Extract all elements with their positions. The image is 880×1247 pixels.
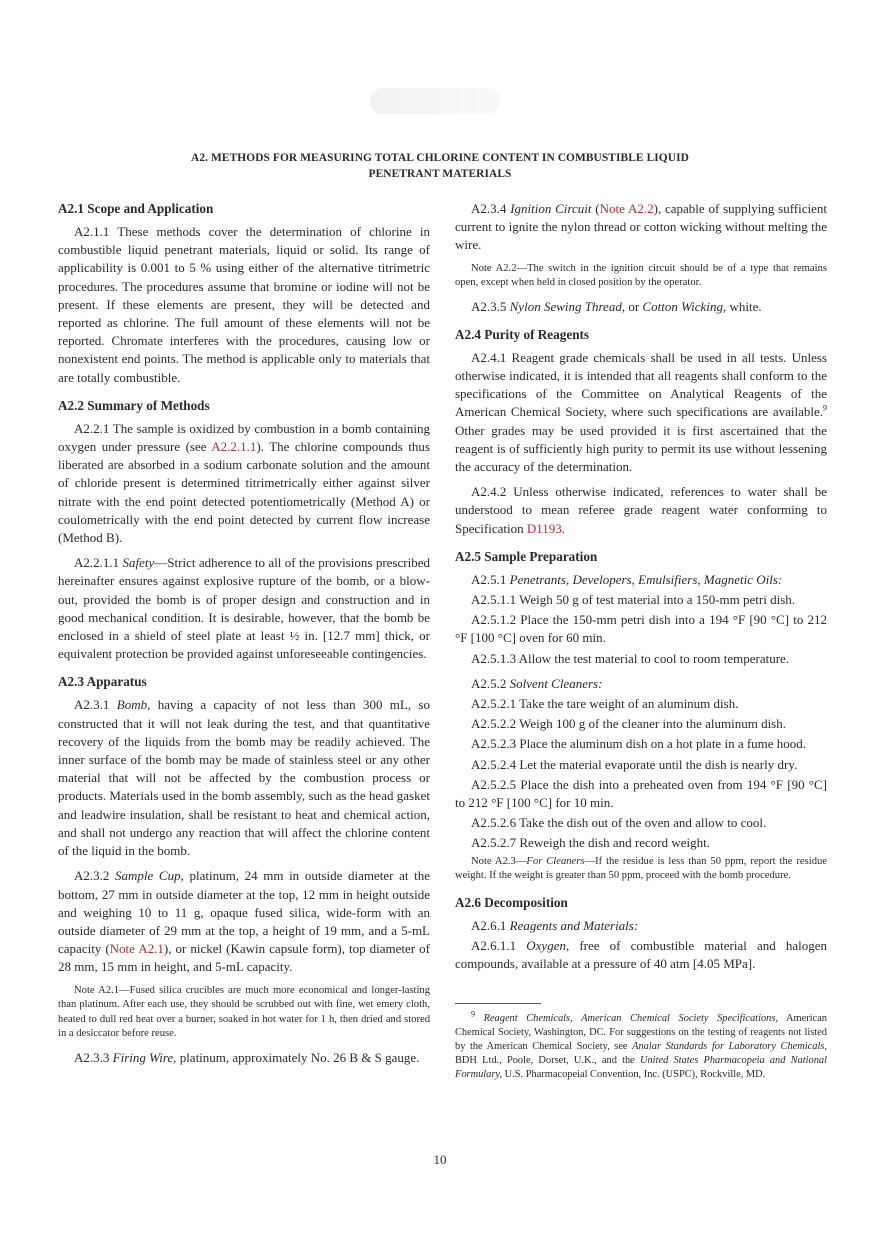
section-a2-4: [455, 326, 827, 538]
footnote: $^9$ Reagent Chemicals, American Chemical Society Specifications, American Chemical Society, Washington, DC. For suggestions on the testing of reagents not listed by the American Chemical Society, see Analar Standards for Laboratory Chemicals, BDH Ltd., Poole, Dorset, U.K., and the United States Pharmacopeia and National Formulary, U.S. Pharmacopeial Convention, Inc. (USPC), Rockville, MD.: [455, 1009, 827, 1081]
paragraph: A2.5.2.3 Place the aluminum dish on a hot plate in a fume hood.: [471, 736, 807, 752]
paragraph: A2.5.1 Penetrants, Developers, Emulsifiers, Magnetic Oils:: [471, 571, 783, 587]
section-heading: A2.6 Decomposition: [455, 894, 568, 910]
watermark-logo: [370, 88, 500, 114]
section-a2-2: [58, 397, 430, 664]
paragraph: A2.5.2.6 Take the dish out of the oven and allow to cool.: [471, 815, 767, 831]
paragraph: A2.2.1 The sample is oxidized by combustion in a bomb containing oxygen under pressure (see A2.2.1.1). The chlorine compounds thus liberated are absorbed in a sodium carbonate solution and the amount of chloride present is determined titrimetrically either against silver nitrate with the end point detected potentiometrically (Method A) or coulometrically with the end point detected by current flow increase (Method B).: [58, 420, 430, 546]
paragraph: A2.5.1.1 Weigh 50 g of test material into a 150-mm petri dish.: [471, 592, 796, 608]
section-heading: A2.5 Sample Preparation: [455, 548, 598, 564]
paragraph: A2.3.2 Sample Cup, platinum, 24 mm in outside diameter at the bottom, 27 mm in outside diameter at the top, 12 mm in height outside and weighing 10 to 11 g, opaque fused silica, wide-form with an outside diameter of 29 mm at the top, a height of 19 mm, and a 5-mL capacity (Note A2.1), or nickel (Kawin capsule form), top diameter of 28 mm, 15 mm in height, and 5-mL capacity.: [58, 868, 431, 975]
paragraph: A2.5.2.4 Let the material evaporate until the dish is nearly dry.: [471, 756, 798, 772]
xref-link[interactable]: A2.2.1.1: [211, 439, 257, 455]
paragraph: A2.6.1 Reagents and Materials:: [471, 917, 639, 933]
paragraph: A2.3.3 Firing Wire, platinum, approximately No. 26 B & S gauge.: [74, 1049, 420, 1065]
right-column: [455, 200, 827, 1082]
section-a2-1: [58, 200, 430, 387]
xref-link[interactable]: Note A2.2: [599, 201, 654, 216]
section-heading: A2.1 Scope and Application: [58, 201, 214, 216]
paragraph: A2.5.2.5 Place the dish into a preheated oven from 194 °F [90 °C] to 212 °F [100 °C] for 10 min.: [455, 776, 827, 811]
paragraph: A2.5.2 Solvent Cleaners:: [471, 675, 603, 691]
section-a2-5: [455, 548, 827, 884]
xref-link[interactable]: Note A2.1: [109, 941, 164, 957]
paragraph: A2.3.4 Ignition Circuit (Note A2.2), capable of supplying sufficient current to ignite the nylon thread or cotton wicking without melting the wire.: [455, 201, 827, 253]
footnote-ref[interactable]: 9: [823, 404, 827, 414]
paragraph: A2.5.2.2 Weigh 100 g of the cleaner into the aluminum dish.: [471, 716, 786, 732]
paragraph: A2.5.2.7 Reweigh the dish and record weight.: [471, 835, 711, 851]
note: Note A2.3—For Cleaners—If the residue is less than 50 ppm, report the residue weight. If the weight is greater than 50 ppm, proceed with the bomb procedure.: [455, 855, 827, 882]
section-a2-6: [455, 894, 827, 974]
section-heading: A2.2 Summary of Methods: [58, 397, 210, 413]
paragraph: A2.6.1.1 Oxygen, free of combustible material and halogen compounds, available at a pressure of 40 atm [4.05 MPa].: [455, 937, 827, 972]
page-title: [100, 150, 780, 182]
section-a2-3: [58, 673, 430, 1066]
note: Note A2.1—Fused silica crucibles are much more economical and longer-lasting than platinum. After each use, they should be scrubbed out with fine, wet emery cloth, heated to dull red heat over a burner, soaked in hot water for 1 h, then dried and stored in a desiccator before reuse.: [58, 984, 430, 1040]
paragraph: A2.5.2.1 Take the tare weight of an aluminum dish.: [471, 696, 739, 712]
paragraph: A2.5.1.2 Place the 150-mm petri dish into a 194 °F [90 °C] to 212 °F [100 °C] oven for 60 min.: [455, 612, 827, 646]
title-line-1: A2. METHODS FOR MEASURING TOTAL CHLORINE CONTENT IN COMBUSTIBLE LIQUID: [191, 152, 689, 164]
footnote-divider: [455, 1003, 541, 1004]
paragraph: A2.5.1.3 Allow the test material to cool to room temperature.: [471, 650, 790, 666]
paragraph: A2.4.1 Reagent grade chemicals shall be used in all tests. Unless otherwise indicated, it is intended that all reagents shall conform to the specifications of the Committee on Analytical Reagents of the American Chemical Society, where such specifications are available.$^9$ Other grades may be used provided it is first ascertained that the reagent is of sufficiently high purity to permit its use without lessening the accuracy of the determination.: [455, 349, 827, 475]
paragraph: A2.3.1 Bomb, having a capacity of not less than 300 mL, so constructed that it will not leak during the test, and that quantitative recovery of the liquids from the bomb may be readily achieved. The inner surface of the bomb may be made of stainless steel or any other material that will not be affected by the combustion process or products. Materials used in the bomb assembly, such as the head gasket and leadwire insulation, shall be resistant to heat and chemical action, and shall not undergo any reaction that will affect the chlorine content of the liquid in the bomb.: [58, 697, 431, 859]
paragraph: A2.4.2 Unless otherwise indicated, references to water shall be understood to mean referee grade reagent water conforming to Specification D1193.: [455, 484, 827, 536]
xref-link[interactable]: D1193: [526, 520, 562, 536]
paragraph: A2.1.1 These methods cover the determination of chlorine in combustible liquid penetrant materials, liquid or solid. Its range of applicability is 0.001 to 5 % using either of the alternative titrimetric procedures. The procedures assume that bromine or iodine will not be present. If these elements are present, they will be detected and reported as chlorine. The full amount of these elements will not be reported. Chromate interferes with the procedures, causing low or nonexistent end points. The method is applicable only to materials that are totally combustible.: [58, 224, 430, 385]
paragraph: A2.2.1.1 Safety—Strict adherence to all of the provisions prescribed hereinafter ensures against explosive rupture of the bomb, or a blow-out, provided the bomb is of proper design and construction and in good mechanical condition. It is desirable, however, that the bomb be enclosed in a shield of steel plate at least ½ in. [12.7 mm] thick, or equivalent protection be provided against unforeseeable contingencies.: [58, 555, 430, 662]
left-column: [58, 200, 430, 1077]
paragraph: A2.3.5 Nylon Sewing Thread, or Cotton Wicking, white.: [471, 298, 762, 314]
page-number: 10: [433, 1152, 447, 1167]
section-heading: A2.3 Apparatus: [58, 674, 147, 690]
section-a2-3-cont: [455, 200, 827, 316]
note: Note A2.2—The switch in the ignition circuit should be of a type that remains open, except when held in closed position by the operator.: [455, 262, 827, 289]
section-heading: A2.4 Purity of Reagents: [455, 326, 590, 342]
title-line-2: PENETRANT MATERIALS: [368, 168, 512, 180]
